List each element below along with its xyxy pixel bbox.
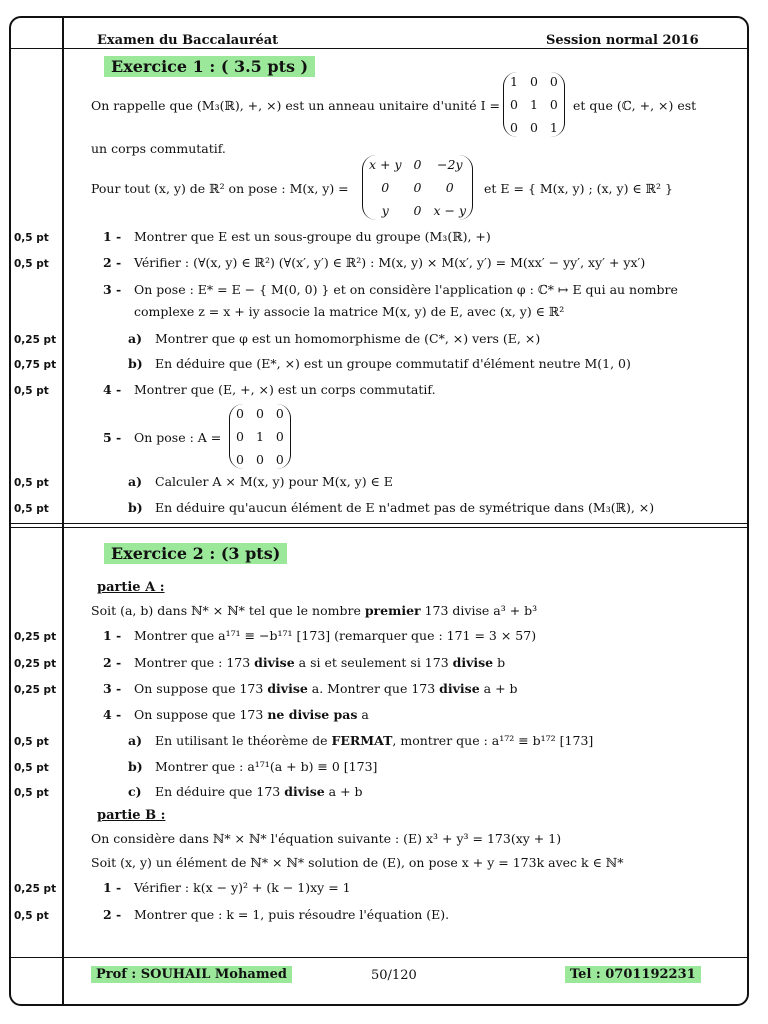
b2-text: Montrer que : k = 1, puis résoudre l'équation (E). bbox=[134, 907, 450, 922]
a4b-text: Montrer que : a¹⁷¹(a + b) ≡ 0 [173] bbox=[155, 759, 378, 774]
a4a-text: En utilisant le théorème de FERMAT, montrer que : a¹⁷² ≡ b¹⁷² [173] bbox=[155, 733, 594, 748]
session-label: Session normal 2016 bbox=[546, 33, 699, 48]
a1-text: Montrer que a¹⁷¹ ≡ −b¹⁷¹ [173] (remarquer que : 171 = 3 × 57) bbox=[134, 628, 537, 643]
points-q5a: 0,5 pt bbox=[14, 477, 49, 489]
points-b2: 0,5 pt bbox=[14, 910, 49, 922]
part-b-intro-2: Soit (x, y) un élément de ℕ* × ℕ* solution de (E), on pose x + y = 173k avec k ∈ ℕ* bbox=[91, 855, 624, 870]
q3b-text: En déduire que (E*, ×) est un groupe commutatif d'élément neutre M(1, 0) bbox=[155, 356, 631, 371]
points-a1: 0,25 pt bbox=[14, 631, 57, 643]
ex1-intro-c: un corps commutatif. bbox=[91, 141, 226, 156]
points-q3b: 0,75 pt bbox=[14, 359, 57, 371]
a2-number: 2 - bbox=[103, 655, 122, 670]
page-number: 50/120 bbox=[371, 968, 417, 983]
points-a4a: 0,5 pt bbox=[14, 736, 49, 748]
ex1-def-b: et E = { M(x, y) ; (x, y) ∈ ℝ² } bbox=[484, 181, 673, 196]
q5-number: 5 - bbox=[103, 430, 122, 445]
footer-divider bbox=[10, 957, 748, 958]
a3-number: 3 - bbox=[103, 681, 122, 696]
section-divider-1 bbox=[10, 523, 748, 524]
ex1-intro-b: et que (ℂ, +, ×) est bbox=[573, 98, 697, 113]
a4c-label: c) bbox=[128, 784, 142, 799]
ex1-def-a: Pour tout (x, y) de ℝ² on pose : M(x, y) = bbox=[91, 181, 349, 196]
b1-text: Vérifier : k(x − y)² + (k − 1)xy = 1 bbox=[134, 880, 351, 895]
ex1-intro-a: On rappelle que (M₃(ℝ), +, ×) est un anneau unitaire d'unité I = bbox=[91, 98, 500, 113]
points-a2: 0,25 pt bbox=[14, 658, 57, 670]
q1-number: 1 - bbox=[103, 229, 122, 244]
q2-text: Vérifier : (∀(x, y) ∈ ℝ²) (∀(x′, y′) ∈ ℝ²) : M(x, y) × M(x′, y′) = M(xx′ − yy′, xy′ + yx′) bbox=[134, 255, 646, 270]
margin-line bbox=[62, 17, 64, 1005]
q2-number: 2 - bbox=[103, 255, 122, 270]
a3-text: On suppose que 173 divise a. Montrer que 173 divise a + b bbox=[134, 681, 518, 696]
points-a3: 0,25 pt bbox=[14, 684, 57, 696]
b2-number: 2 - bbox=[103, 907, 122, 922]
q4-text: Montrer que (E, +, ×) est un corps commutatif. bbox=[134, 382, 436, 397]
q5a-label: a) bbox=[128, 474, 143, 489]
a4c-text: En déduire que 173 divise a + b bbox=[155, 784, 363, 799]
q3-text-b: complexe z = x + iy associe la matrice M(x, y) de E, avec (x, y) ∈ ℝ² bbox=[134, 304, 565, 319]
q5b-text: En déduire qu'aucun élément de E n'admet pas de symétrique dans (M₃(ℝ), ×) bbox=[155, 500, 655, 515]
part-b-heading: partie B : bbox=[97, 808, 166, 823]
q1-text: Montrer que E est un sous-groupe du groupe (M₃(ℝ), +) bbox=[134, 229, 491, 244]
q3a-label: a) bbox=[128, 331, 143, 346]
q3a-text: Montrer que φ est un homomorphisme de (C*, ×) vers (E, ×) bbox=[155, 331, 541, 346]
part-b-intro-1: On considère dans ℕ* × ℕ* l'équation suivante : (E) x³ + y³ = 173(xy + 1) bbox=[91, 831, 562, 846]
q4-number: 4 - bbox=[103, 382, 122, 397]
q3-text-a: On pose : E* = E − { M(0, 0) } et on considère l'application φ : ℂ* ↦ E qui au nombre bbox=[134, 282, 678, 297]
q5-text: On pose : A = bbox=[134, 430, 222, 445]
points-q3a: 0,25 pt bbox=[14, 334, 57, 346]
points-q2: 0,5 pt bbox=[14, 258, 49, 270]
a4a-label: a) bbox=[128, 733, 143, 748]
a4-text: On suppose que 173 ne divise pas a bbox=[134, 707, 369, 722]
a4-number: 4 - bbox=[103, 707, 122, 722]
exam-title: Examen du Baccalauréat bbox=[97, 33, 279, 48]
header-divider bbox=[10, 48, 748, 49]
b1-number: 1 - bbox=[103, 880, 122, 895]
q3b-label: b) bbox=[128, 356, 143, 371]
points-a4b: 0,5 pt bbox=[14, 762, 49, 774]
a4b-label: b) bbox=[128, 759, 143, 774]
section-divider-2 bbox=[10, 527, 748, 528]
points-q1: 0,5 pt bbox=[14, 232, 49, 244]
q5b-label: b) bbox=[128, 500, 143, 515]
footer-tel: Tel : 0701192231 bbox=[565, 966, 701, 983]
points-q4: 0,5 pt bbox=[14, 385, 49, 397]
points-a4c: 0,5 pt bbox=[14, 787, 49, 799]
exercise-2-title: Exercice 2 : (3 pts) bbox=[104, 543, 287, 564]
points-q5b: 0,5 pt bbox=[14, 503, 49, 515]
q3-number: 3 - bbox=[103, 282, 122, 297]
exercise-1-title: Exercice 1 : ( 3.5 pts ) bbox=[104, 56, 315, 77]
part-a-intro: Soit (a, b) dans ℕ* × ℕ* tel que le nombre premier 173 divise a³ + b³ bbox=[91, 603, 538, 618]
matrix-identity: 1 0 0 0 1 0 0 0 1 bbox=[503, 72, 565, 137]
a2-text: Montrer que : 173 divise a si et seulement si 173 divise b bbox=[134, 655, 506, 670]
q5a-text: Calculer A × M(x, y) pour M(x, y) ∈ E bbox=[155, 474, 393, 489]
a1-number: 1 - bbox=[103, 628, 122, 643]
part-a-heading: partie A : bbox=[97, 580, 165, 595]
points-b1: 0,25 pt bbox=[14, 883, 57, 895]
matrix-M: x + y 0 −2y 0 0 0 y 0 x − y bbox=[362, 155, 473, 220]
footer-prof: Prof : SOUHAIL Mohamed bbox=[91, 966, 292, 983]
matrix-A: 0 0 0 0 1 0 0 0 0 bbox=[229, 404, 291, 469]
